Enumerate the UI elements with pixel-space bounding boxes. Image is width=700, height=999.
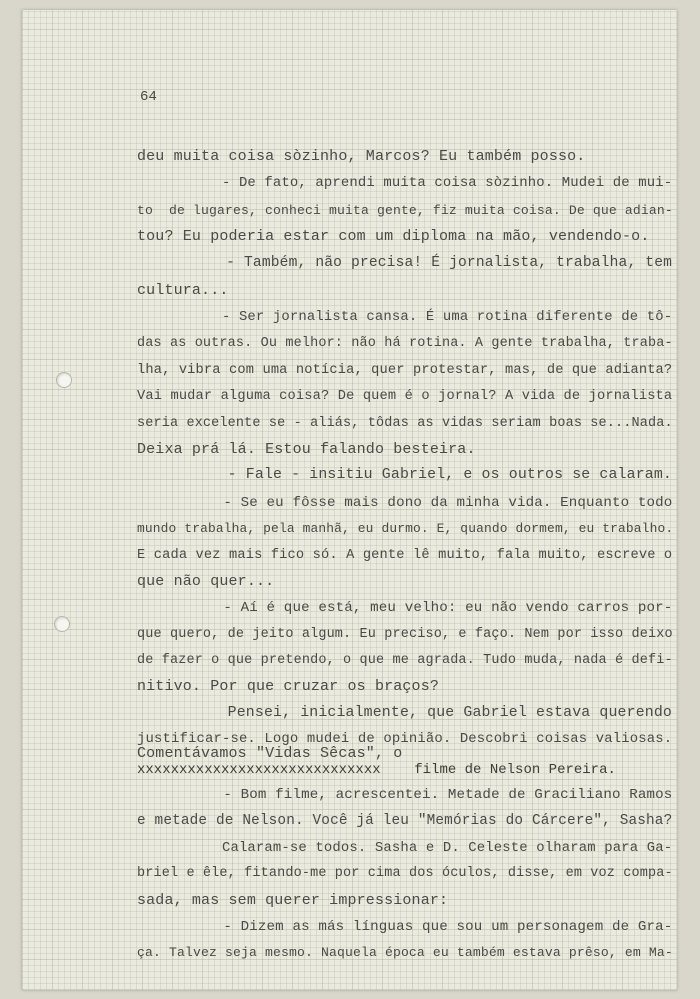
text-line: - Se eu fôsse mais dono da minha vida. Enquanto todo [137,495,673,511]
text-line: que quero, de jeito algum. Eu preciso, e faço. Nem por isso deixo [137,627,673,642]
text-line: das as outras. Ou melhor: não há rotina. A gente trabalha, traba- [137,336,673,351]
text-line: Deixa prá lá. Estou falando besteira. [137,441,476,458]
text-line: e metade de Nelson. Você já leu "Memórias do Cárcere", Sasha? [137,813,673,829]
text-line: Vai mudar alguma coisa? De quem é o jornal? A vida de jornalista [137,389,673,404]
text-line: Pensei, inicialmente, que Gabriel estava querendo [137,705,672,721]
text-line: justificar-se. Logo mudei de opinião. Descobri coisas valiosas. [137,731,673,747]
text-line: to de lugares, conheci muita gente, fiz muita coisa. De que adian- [137,203,673,218]
text-line: Calaram-se todos. Sasha e D. Celeste olharam para Ga- [137,840,673,856]
text-line: - Ser jornalista cansa. É uma rotina diferente de tô- [137,309,673,325]
text-line: cultura... [137,282,229,299]
text-line: briel e êle, fitando-me por cima dos óculos, disse, em voz compa- [137,866,673,881]
text-line: - De fato, aprendi muita coisa sòzinho. Mudei de mui- [137,175,673,191]
text-line: ça. Talvez seja mesmo. Naquela época eu também estava prêso, em Ma- [137,945,673,960]
text-line: seria excelente se - aliás, tôdas as vidas seriam boas se...Nada. [137,416,673,431]
typewritten-page [22,10,677,990]
text-line: - Aí é que está, meu velho: eu não vendo carros por- [137,600,673,616]
text-line: - Bom filme, acrescentei. Metade de Graciliano Ramos [137,787,673,803]
text-line: - Também, não precisa! É jornalista, trabalha, tem [137,255,673,271]
text-line: lha, vibra com uma notícia, quer protestar, mas, de que adianta? [137,363,673,378]
page-number: 64 [140,89,158,105]
struck-out-line: xxxxxxxxxxxxxxxxxxxxxxxxxxxxx filme de Nelson Pereira. [137,762,616,778]
text-line: tou? Eu poderia estar com um diploma na mão, vendendo-o. [137,228,650,245]
text-line: E cada vez mais fico só. A gente lê muito, fala muito, escreve o [137,548,673,563]
text-line: sada, mas sem querer impressionar: [137,892,449,909]
text-line: - Dizem as más línguas que sou um personagem de Gra- [137,919,673,935]
text-line: que não quer... [137,573,275,590]
punch-hole-upper [56,372,72,388]
text-line: de fazer o que pretendo, o que me agrada. Tudo muda, nada é defi- [137,653,673,668]
text-line: - Fale - insitiu Gabriel, e os outros se calaram. [137,467,672,483]
text-line: deu muita coisa sòzinho, Marcos? Eu também posso. [137,148,586,165]
text-line: Comentávamos "Vidas Sêcas", o [137,745,403,762]
text-line: nitivo. Por que cruzar os braços? [137,678,439,695]
punch-hole-lower [54,616,70,632]
text-line: mundo trabalha, pela manhã, eu durmo. E, quando dormem, eu trabalho. [137,521,674,536]
